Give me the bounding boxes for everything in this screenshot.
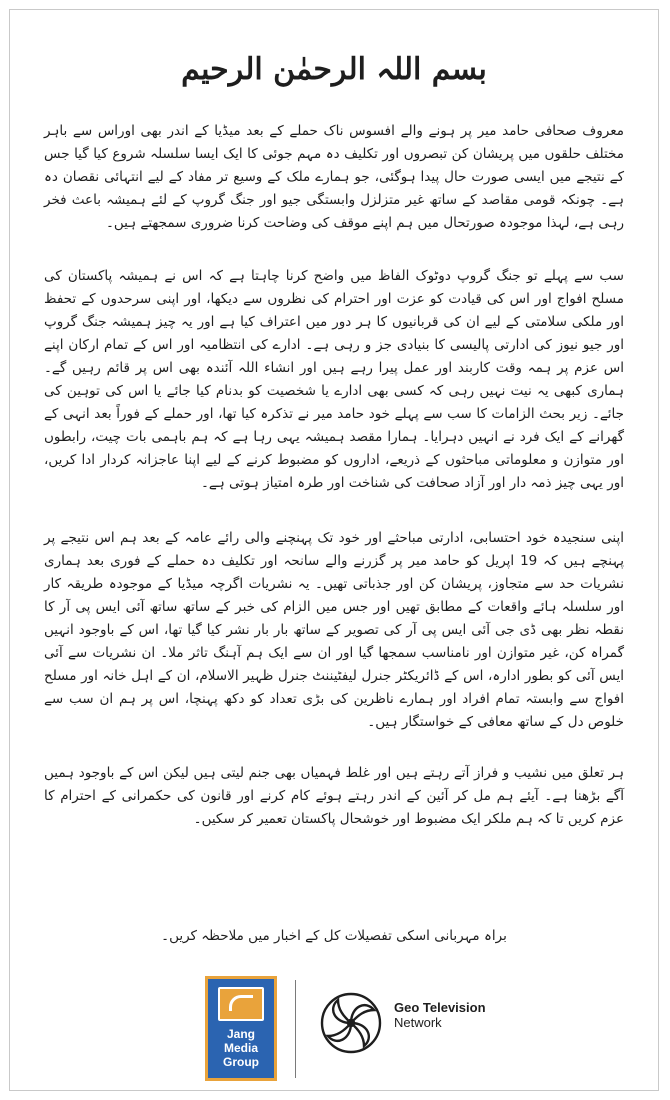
logo-divider [295,980,296,1078]
footer-note: براہ مہربانی اسکی تفصیلات کل کے اخبار میں ملاحظہ کریں۔ [161,928,507,944]
paragraph-intro: معروف صحافی حامد میر پر ہونے والے افسوس ناک حملے کے بعد میڈیا کے اندر بھی اوراس سے باہر مختلف حلقوں میں پریشان کن تبصروں اور تکلیف دہ مہم جوئی کا ایک ایسا سلسلہ شروع کیا گیا جس کے نتیجے میں ایسی صورت حال پیدا ہوگئی، جو ہمارے ملک کے وسیع تر مفاد کے لیے انتہائی نقصان دہ ہے۔ چونکہ قومی مقاصد کے ساتھ غیر متزلزل وابستگی جیو اور جنگ گروپ کے لئے ہمیشہ باعث فخر رہی ہے، لہذا موجودہ صورتحال میں ہم اپنے موقف کی وضاحت کرنا ضروری سمجھتے ہیں۔ [44,123,624,231]
jang-logo-line3: Group [223,1055,259,1069]
jang-media-group-logo [205,976,277,1081]
geo-logo-title: Geo Television [394,1000,486,1015]
geo-flower-icon [316,988,386,1058]
paragraph-closing: ہر تعلق میں نشیب و فراز آتے رہتے ہیں اور غلط فہمیاں بھی جنم لیتی ہیں لیکن اس کے باوجود ہمیں آگے بڑھنا ہے۔ آیئے ہم مل کر آئین کے اندر رہتے ہوئے کام کرنے اور قانون کی حکمرانی کے احترام کا عزم کریں تا کہ ہم ملکر ایک مضبوط اور خوشحال پاکستان تعمیر کر سکیں۔ [44,765,624,827]
announcement-frame [9,9,659,1091]
paragraph-apology: اپنی سنجیدہ خود احتسابی، ادارتی مباحثے اور خود تک پہنچنے والی رائے عامہ کے بعد ہم اس نتیجے پر پہنچے ہیں کہ 19 اپریل کو حامد میر پر گزرنے والے سانحہ اور تکلیف دہ حملے کے فوری بعد ہماری نشریات حد سے متجاوز، پریشان کن اور جذباتی تھیں۔ یہ نشریات اگرچہ میڈیا کے موجودہ طریقہ کار اور سلسلہ ہائے واقعات کے مطابق تھیں اور جس میں الزام کی خبر کے ساتھ ساتھ آئی ایس پی آر کا نقطہ نظر بھی ڈی جی آئی ایس پی آر کی تصویر کے ساتھ بار بار نشر کیا گیا تھا، اس کے باوجود انہیں گمراہ کن، غیر متوازن اور نامناسب سمجھا گیا اور ان سے ایک ہم آہنگ تاثر ملا۔ ان نشریات سے آئی ایس آئی کو بطور ادارہ، اس کے ڈائریکٹر جنرل لیفٹیننٹ جنرل ظہیر الاسلام، ان کے اہل خانہ اور مسلح افواج سے وابستہ تمام افراد اور ہمارے ناظرین کی بڑی تعداد کو دکھ پہنچا، اس پر ہم ان سب سے خلوص دل کے ساتھ معافی کے خواستگار ہیں۔ [44,530,624,730]
geo-logo-subtitle: Network [394,1015,442,1030]
jang-logo-text [208,1027,274,1069]
statement-body [44,120,624,855]
paragraph-position: سب سے پہلے تو جنگ گروپ دوٹوک الفاظ میں واضح کرنا چاہتا ہے کہ اس نے ہمیشہ پاکستان کی مسلح افواج اور اس کی قیادت کو عزت اور احترام کی نظروں سے دیکھا، اور اپنی سرحدوں کے تحفظ اور ملکی سلامتی کے لیے ان کی قربانیوں کا ہر دور میں اعتراف کیا ہے اور یہ چیز ہمیشہ جنگ گروپ اور جیو نیوز کی ادارتی پالیسی کا بنیادی جز و رہی ہے۔ ادارے کی انتظامیہ اور اس کے تمام ارکان اپنے اس عزم پر ہمہ وقت کاربند اور عمل پیرا رہے ہیں اور انشاء اللہ آئندہ بھی اس پر قائم رہیں گے۔ ہماری کبھی یہ نیت نہیں رہی کہ کسی بھی ادارے یا شخصیت کو بدنام کیا جائے یا اس کی توہین کی جائے۔ زیر بحث الزامات کا سب سے پہلے خود حامد میر نے تذکرہ کیا تھا، اور حملے کے فوراً بعد انہی کے گھرانے کے ایک فرد نے انہیں دہرایا۔ ہمارا مقصد ہمیشہ یہی رہا ہے کہ ہم باہمی بات چیت، رابطوں اور متوازن و معلوماتی مباحثوں کے ذریعے، اداروں کو مضبوط کرنے کے لیے اپنا عاجزانہ کردار ادا کریں، اور یہی چیز ذمہ دار اور آزاد صحافت کی شناخت اور طرہ امتیاز ہوتی ہے۔ [44,268,624,491]
bismillah-heading: بسم اللہ الرحمٰن الرحیم [181,52,487,87]
jang-logo-line1: Jang [226,1027,255,1041]
geo-network-logo-text [394,1000,486,1030]
jang-emblem-icon [218,987,264,1021]
logo-strip [10,976,658,1086]
jang-logo-line2: Media [223,1041,258,1055]
